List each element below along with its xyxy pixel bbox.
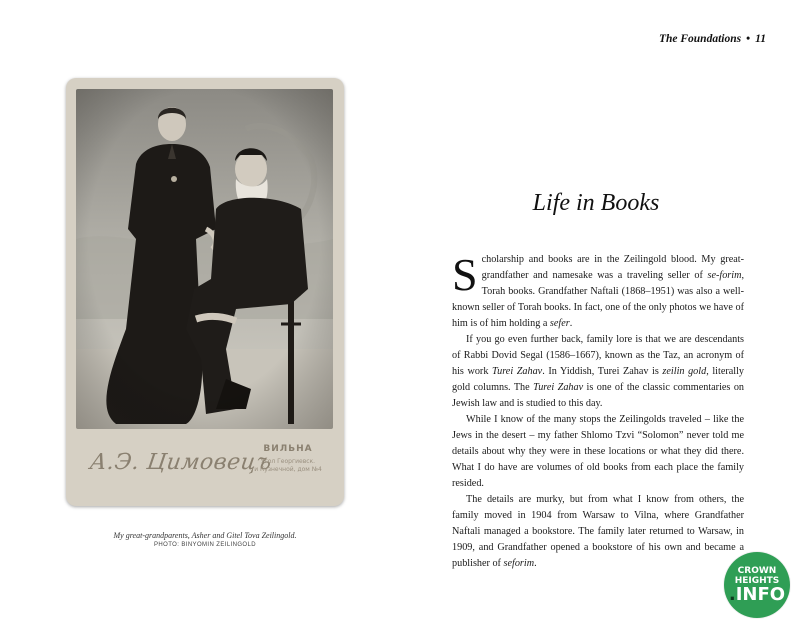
- body-text: [452, 249, 745, 572]
- p2-text-2: . In Yiddish, Turei Zahav is: [542, 366, 663, 377]
- studio-address-line-1: Угол Георгиевск.: [260, 458, 316, 465]
- p2-text-3: , literally gold columns. The: [452, 366, 745, 393]
- p1-text-2: , Torah books. Grandfather Naftali (1868–1951) was also a well-known seller of Torah books. In fact, one of the only photos we have of him is of him holding a: [452, 270, 744, 329]
- chapter-title: Life in Books: [532, 190, 660, 216]
- drop-cap: S: [452, 249, 478, 300]
- logo-info: INFO: [735, 584, 786, 605]
- p4-text-1: The details are murky, but from what I know from others, the family moved in 1904 from Warsaw to Vilna, where Grandfather Naftali managed a bookstore. The family later returned to Warsaw, in 1909, and Grandfather opened a bookstore of his own and became a publisher of: [452, 494, 744, 569]
- p1-italic-2: sefer: [549, 318, 570, 329]
- p4-text-2: .: [534, 558, 537, 569]
- vintage-photo-card: [66, 78, 344, 506]
- page-number: 11: [755, 33, 766, 45]
- paragraph-3: [452, 412, 744, 492]
- p3-text-1: While I know of the many stops the Zeilingolds traveled – like the Jews in the desert – my father Shlomo Tzvi “Solomon” never told me details about why they were in these locations or what they did there. What I do have are volumes of old books from each place the family resided.: [452, 414, 744, 489]
- paragraph-4: [452, 492, 744, 572]
- portrait-photo: [76, 89, 333, 429]
- photo-credit: PHOTO: BINYOMIN ZEILINGOLD: [154, 542, 256, 548]
- p1-text-3: .: [569, 318, 573, 329]
- p2-text-4: is one of the classic commentaries on Jewish law and is studied to this day.: [452, 382, 745, 409]
- studio-signature: А.Э. Цимовецъ: [88, 450, 274, 475]
- p2-italic-1: Turei Zahav: [492, 366, 543, 377]
- logo-line-2: HEIGHTS: [734, 576, 780, 586]
- bullet-separator: •: [746, 33, 751, 45]
- running-head: [659, 33, 766, 45]
- studio-address-line-2: и Кузнечной, дом №4: [254, 466, 322, 473]
- studio-address: [248, 458, 328, 474]
- p4-italic-1: seforim: [503, 558, 535, 569]
- logo-line-3: [724, 585, 790, 605]
- section-name: The Foundations: [658, 33, 742, 45]
- photo-caption: [70, 530, 340, 550]
- studio-city: ВИЛЬНА: [263, 444, 313, 454]
- paragraph-1: [452, 249, 744, 332]
- p2-italic-3: Turei Zahav: [533, 382, 584, 393]
- paragraph-2: [452, 332, 744, 412]
- logo-dot: .: [728, 584, 736, 605]
- p2-italic-2: zeilin gold: [662, 366, 707, 377]
- p2-text-1: If you go even further back, family lore is that we are descendants of Rabbi Dovid Segal (1586–1667), known as the Taz, an acronym of his work: [452, 334, 744, 377]
- p1-text-1: cholarship and books are in the Zeilingold blood. My great-grandfather and namesake was a traveling seller of: [481, 254, 744, 281]
- portrait-illustration: [76, 89, 333, 429]
- logo-line-1: CROWN: [737, 566, 777, 576]
- p1-italic-1: se-forim: [707, 270, 742, 281]
- studio-imprint: [76, 438, 333, 498]
- caption-text: My great-grandparents, Asher and Gitel Tova Zeilingold.: [113, 531, 297, 540]
- crownheights-logo: [724, 552, 790, 618]
